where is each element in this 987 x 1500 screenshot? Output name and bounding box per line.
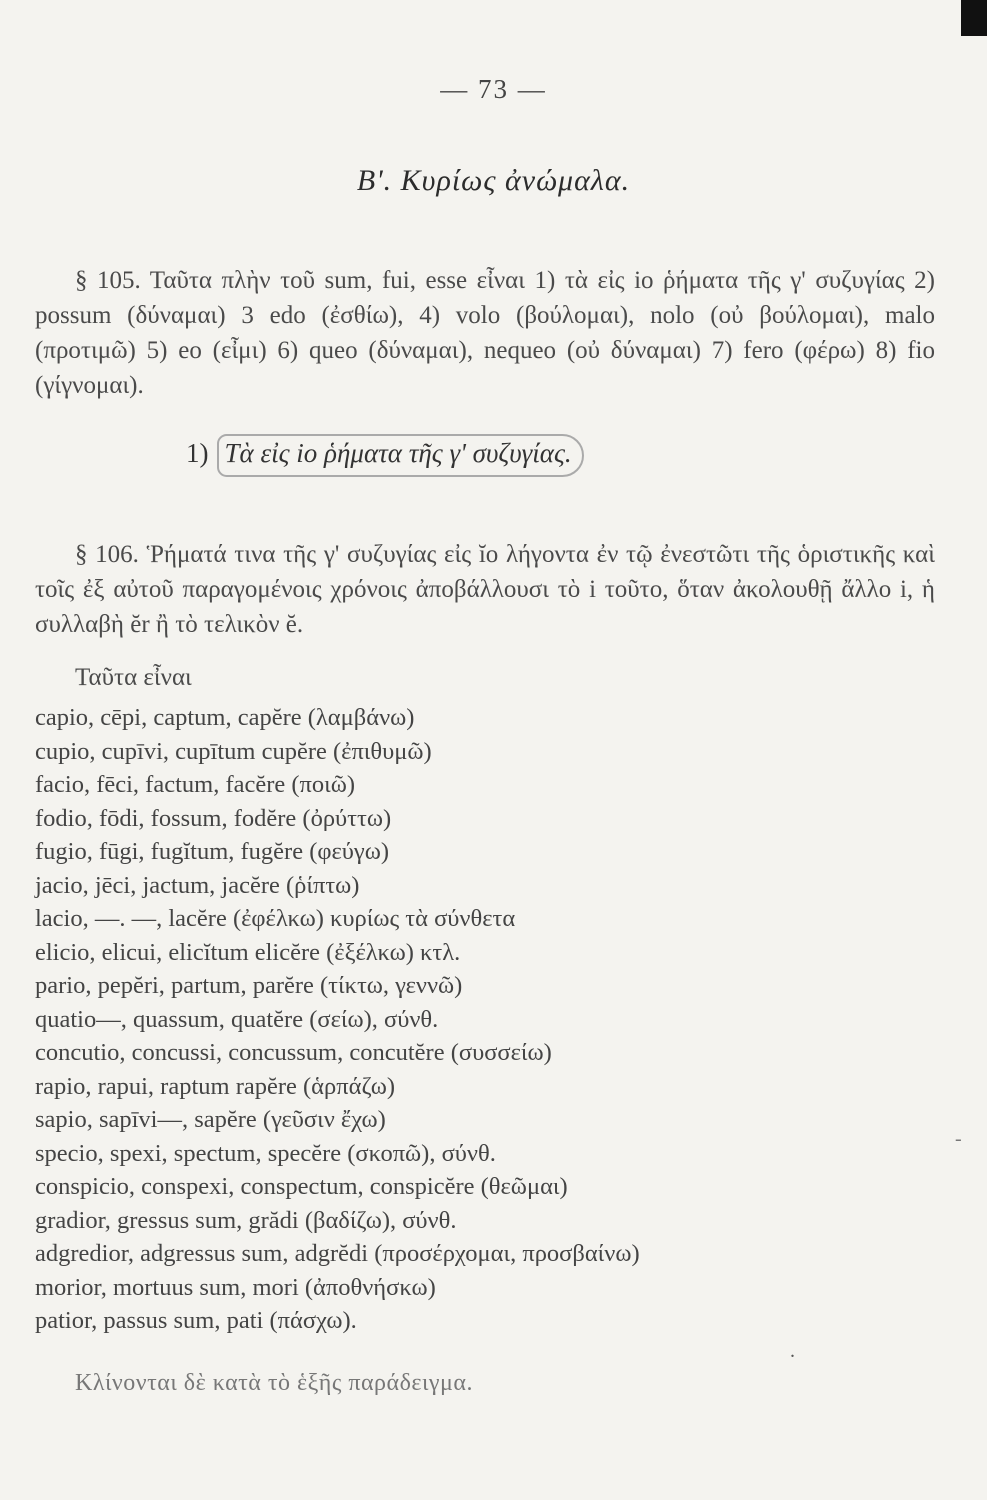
- section-title: Β'. Κυρίως ἀνώμαλα.: [356, 164, 631, 197]
- subheading-number: 1): [186, 438, 209, 468]
- verb-entry: adgredior, adgressus sum, adgrĕdi (προσέρχομαι, προσβαίνω): [35, 1240, 640, 1267]
- verb-list: [35, 701, 955, 1338]
- verb-entry: quatio—, quassum, quatĕre (σείω), σύνθ.: [35, 1005, 439, 1033]
- verb-entry: pario, pepĕri, partum, parĕre (τίκτω, γεννῶ): [35, 972, 463, 999]
- subheading: [186, 434, 584, 482]
- margin-dot: .: [790, 1340, 795, 1362]
- verb-entry: morior, mortuus sum, mori (ἀποθνήσκω): [35, 1273, 436, 1301]
- verb-entry: capio, cēpi, captum, capĕre (λαμβάνω): [35, 704, 415, 731]
- verb-entry: fodio, fōdi, fossum, fodĕre (ὀρύττω): [35, 804, 392, 832]
- verb-entry: conspicio, conspexi, conspectum, conspicĕre (θεῶμαι): [35, 1173, 568, 1200]
- verb-entry: sapio, sapīvi—, sapĕre (γεῦσιν ἔχω): [35, 1106, 386, 1133]
- verb-entry: specio, spexi, spectum, specĕre (σκοπῶ), σύνθ.: [35, 1139, 496, 1167]
- verb-entry: gradior, gressus sum, grădi (βαδίζω), σύνθ.: [35, 1206, 457, 1234]
- verb-entry: patior, passus sum, pati (πάσχω).: [35, 1307, 357, 1334]
- verb-entry: facio, fēci, factum, facĕre (ποιῶ): [35, 771, 356, 798]
- verb-entry: elicio, elicui, elicĭtum elicĕre (ἐξέλκω) κτλ.: [35, 938, 461, 966]
- verb-entry: cupio, cupīvi, cupītum cupĕre (ἐπιθυμῶ): [35, 737, 432, 765]
- verb-entry: lacio, —. —, lacĕre (ἐφέλκω) κυρίως τὰ σύνθετα: [35, 905, 516, 932]
- paragraph-106: § 106. Ῥήματά τινα τῆς γ' συζυγίας εἰς ĭo λήγοντα ἐν τῷ ἐνεστῶτι τῆς ὁριστικῆς καὶ τοῖς ἐξ αὐτοῦ παραγομένοις χρόνοις ἀποβάλλουσι τὸ i τοῦτο, ὅταν ἀκολουθῇ ἄλλο i, ἡ συλλαβὴ ĕr ἢ τὸ τελικὸν ĕ.: [35, 541, 935, 638]
- subheading-text: Τὰ εἰς io ῥήματα τῆς γ' συζυγίας.: [217, 434, 584, 477]
- margin-dash: -: [955, 1128, 962, 1150]
- page-number: — 73 —: [440, 74, 547, 104]
- verb-entry: fugio, fūgi, fugĭtum, fugĕre (φεύγω): [35, 838, 390, 865]
- scan-corner-mark: [961, 0, 987, 36]
- verb-entry: jacio, jēci, jactum, jacĕre (ῥίπτω): [35, 871, 360, 899]
- paragraph-105: § 105. Ταῦτα πλὴν τοῦ sum, fui, esse εἶναι 1) τὰ εἰς io ῥήματα τῆς γ' συζυγίας 2) possum (δύναμαι) 3 edo (ἐσθίω), 4) volo (βούλομαι), nolo (οὐ βούλομαι), malo (προτιμῶ) 5) eo (εἶμι) 6) queo (δύναμαι), nequeo (οὐ δύναμαι) 7) fero (φέρω) 8) fio (γίγνομαι).: [35, 267, 935, 399]
- intro-line: Ταῦτα εἶναι: [75, 664, 192, 691]
- closing-line: Κλίνονται δὲ κατὰ τὸ ἑξῆς παράδειγμα.: [75, 1370, 473, 1396]
- verb-entry: rapio, rapui, raptum rapĕre (ἁρπάζω): [35, 1072, 395, 1100]
- verb-entry: concutio, concussi, concussum, concutĕre (συσσείω): [35, 1039, 552, 1066]
